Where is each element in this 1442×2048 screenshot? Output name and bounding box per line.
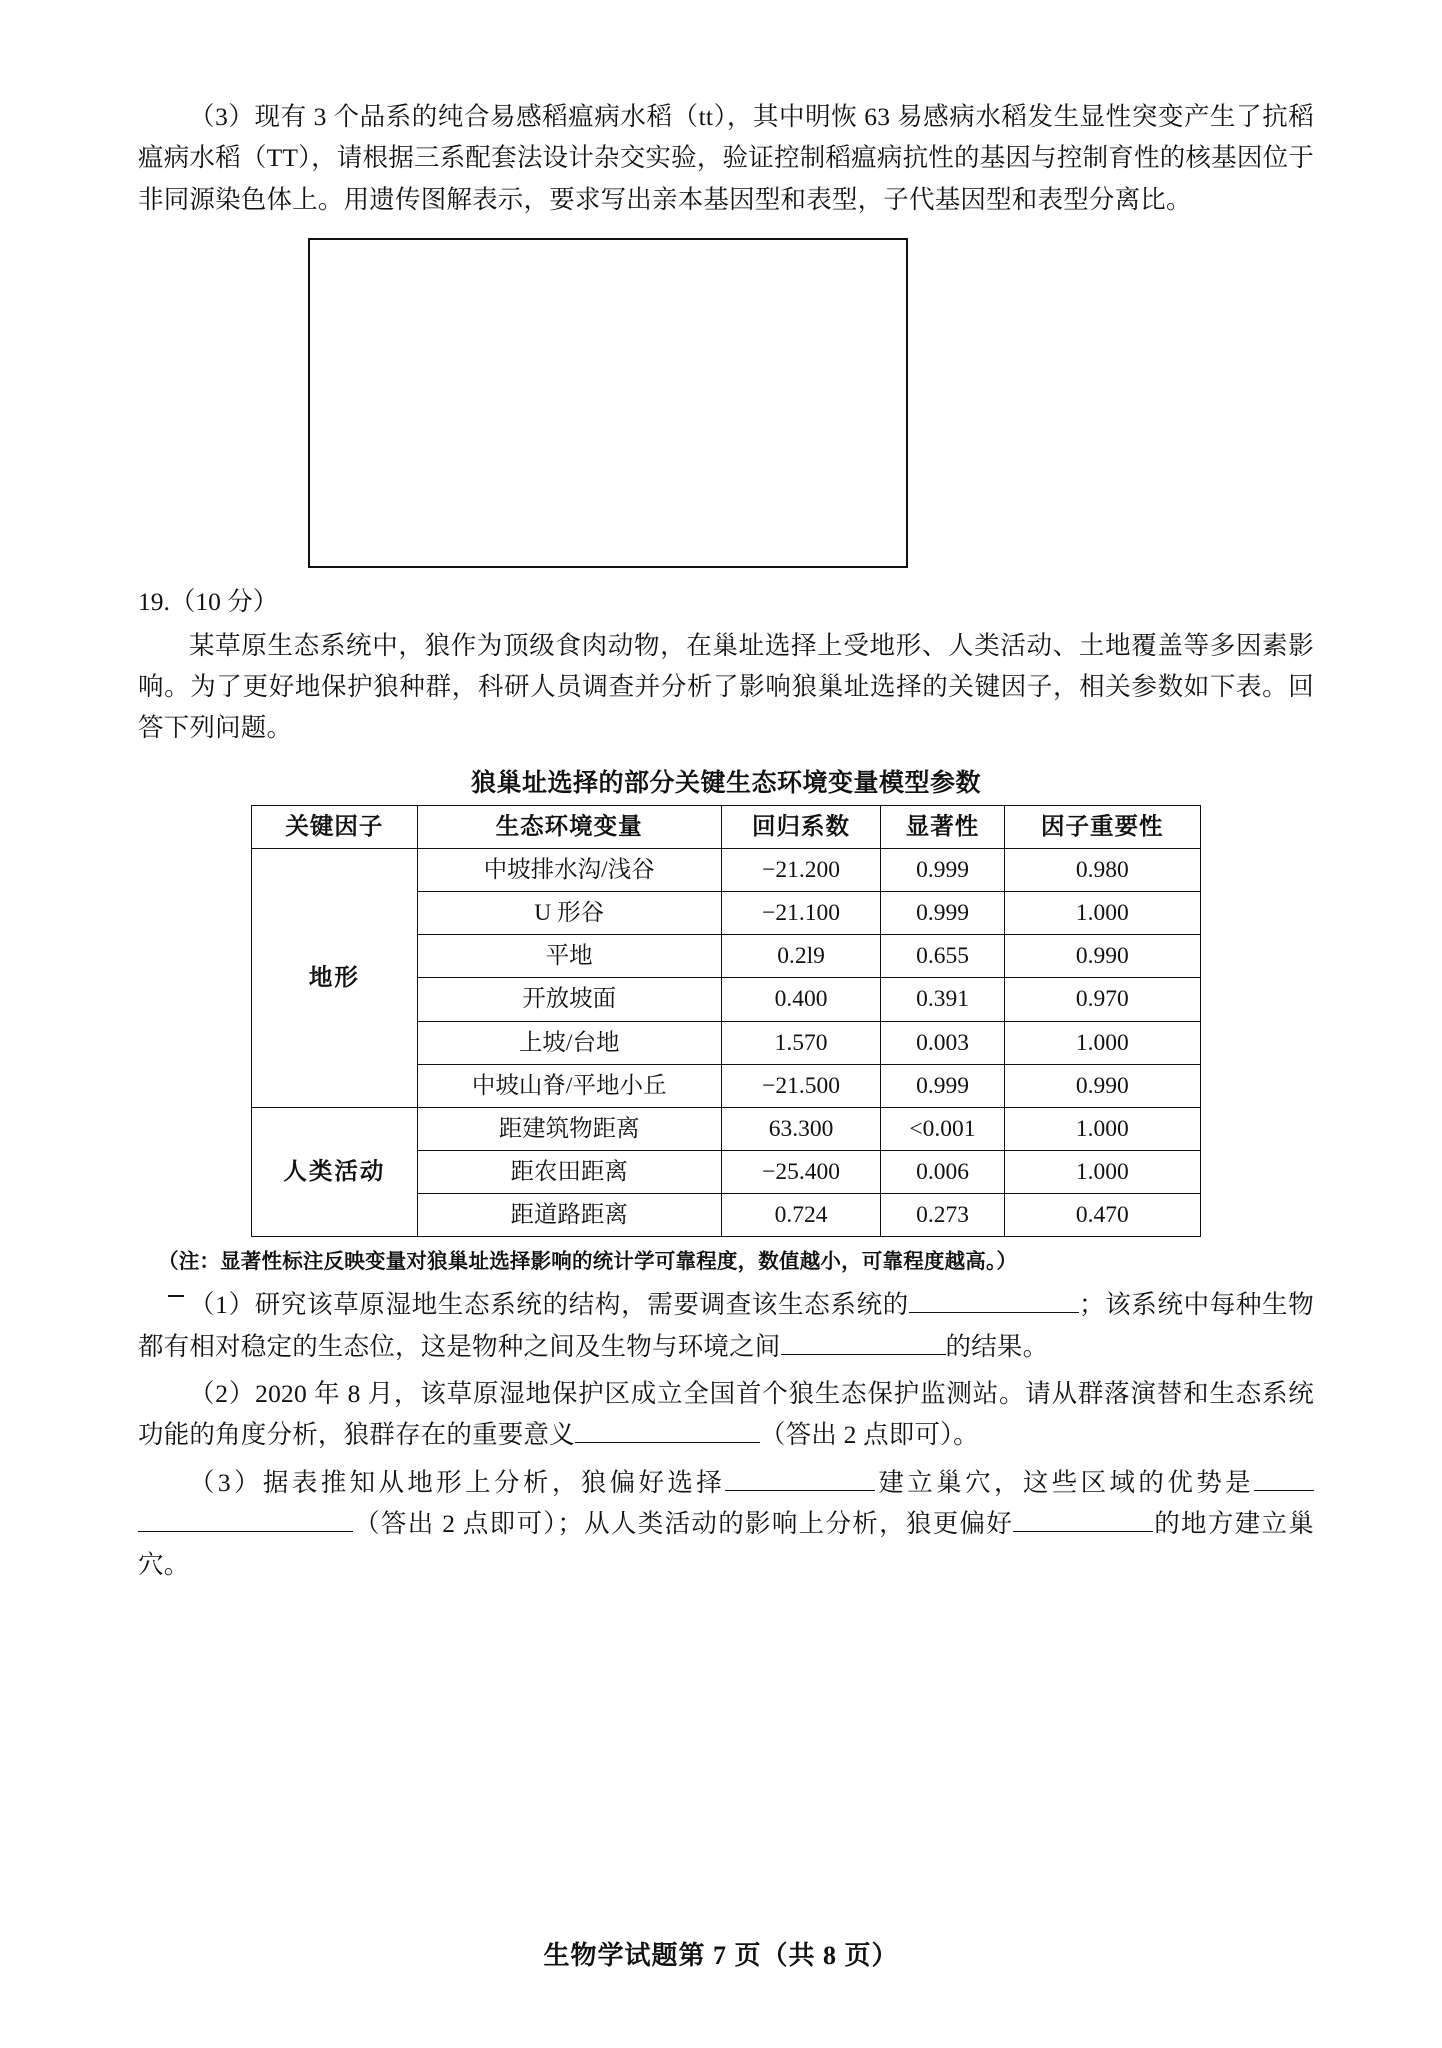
page-content — [138, 96, 1314, 1592]
col-key-factor: 关键因子 — [252, 805, 418, 848]
sub3-text-c: （答出 2 点即可）；从人类活动的影响上分析，狼更偏好 — [353, 1508, 1014, 1538]
cell-sig: 0.391 — [881, 978, 1004, 1021]
cell-coef: 1.570 — [721, 1021, 881, 1064]
cell-variable: 距道路距离 — [417, 1194, 721, 1237]
cell-coef: 63.300 — [721, 1107, 881, 1150]
cell-factor: 地形 — [252, 848, 418, 1107]
question19-sub2 — [138, 1373, 1314, 1456]
cell-coef: −21.500 — [721, 1064, 881, 1107]
answer-blank[interactable] — [781, 1354, 946, 1355]
cell-sig: 0.999 — [881, 848, 1004, 891]
col-regression-coef: 回归系数 — [721, 805, 881, 848]
cell-imp: 1.000 — [1004, 1021, 1200, 1064]
table-row — [252, 848, 1201, 891]
margin-tick — [168, 1295, 184, 1297]
cell-variable: 平地 — [417, 935, 721, 978]
cell-sig: 0.003 — [881, 1021, 1004, 1064]
answer-blank[interactable] — [138, 1531, 353, 1532]
cell-coef: 0.724 — [721, 1194, 881, 1237]
sub1-text-c: 的结果。 — [945, 1331, 1049, 1361]
answer-blank[interactable] — [575, 1442, 760, 1443]
cell-variable: 中坡山脊/平地小丘 — [417, 1064, 721, 1107]
cell-factor: 人类活动 — [252, 1107, 418, 1237]
cell-variable: 距建筑物距离 — [417, 1107, 721, 1150]
cell-imp: 0.990 — [1004, 935, 1200, 978]
col-significance: 显著性 — [881, 805, 1004, 848]
sub1-text-a: （1）研究该草原湿地生态系统的结构，需要调查该生态系统的 — [189, 1290, 909, 1320]
question19-stem: 某草原生态系统中，狼作为顶级食肉动物，在巢址选择上受地形、人类活动、土地覆盖等多因素影响。为了更好地保护狼种群，科研人员调查并分析了影响狼巢址选择的关键因子，相关参数如下表。回答下列问题。 — [138, 630, 1314, 743]
cell-variable: 上坡/台地 — [417, 1021, 721, 1064]
cell-imp: 1.000 — [1004, 891, 1200, 934]
cell-coef: −21.200 — [721, 848, 881, 891]
cell-imp: 1.000 — [1004, 1151, 1200, 1194]
cell-sig: 0.655 — [881, 935, 1004, 978]
cell-sig: 0.999 — [881, 891, 1004, 934]
sub3-text-a: （3）据表推知从地形上分析，狼偏好选择 — [189, 1467, 726, 1497]
question19-sub3 — [138, 1462, 1314, 1586]
sub2-text-a: （2）2020 年 8 月，该草原湿地保护区成立全国首个狼生态保护监测站。请从群落演替和生态系统功能的角度分析，狼群存在的重要意义 — [138, 1379, 1314, 1450]
answer-blank[interactable] — [909, 1312, 1079, 1313]
ecology-table — [251, 805, 1201, 1238]
cell-coef: 0.2l9 — [721, 935, 881, 978]
answer-blank[interactable] — [1254, 1490, 1314, 1491]
cell-imp: 0.470 — [1004, 1194, 1200, 1237]
col-importance: 因子重要性 — [1004, 805, 1200, 848]
question18-part3-text: （3）现有 3 个品系的纯合易感稻瘟病水稻（tt），其中明恢 63 易感病水稻发生显性突变产生了抗稻瘟病水稻（TT），请根据三系配套法设计杂交实验，验证控制稻瘟病抗性的基因与控制育性的核基因位于非同源染色体上。用遗传图解表示，要求写出亲本基因型和表型，子代基因型和表型分离比。 — [138, 102, 1314, 214]
cell-coef: −21.100 — [721, 891, 881, 934]
cell-imp: 1.000 — [1004, 1107, 1200, 1150]
answer-box[interactable] — [308, 238, 908, 568]
table-header-row — [252, 805, 1201, 848]
table-note: （注：显著性标注反映变量对狼巢址选择影响的统计学可靠程度，数值越小，可靠程度越高。） — [158, 1251, 1018, 1274]
question19-number: 19.（10 分） — [138, 586, 279, 616]
answer-blank[interactable] — [725, 1490, 875, 1491]
page-footer: 生物学试题第 7 页（共 8 页） — [543, 1941, 899, 1970]
cell-imp: 0.990 — [1004, 1064, 1200, 1107]
table-row — [252, 1107, 1201, 1150]
cell-coef: 0.400 — [721, 978, 881, 1021]
sub3-text-b: 建立巢穴，这些区域的优势是 — [875, 1467, 1254, 1497]
cell-imp: 0.980 — [1004, 848, 1200, 891]
cell-sig: 0.273 — [881, 1194, 1004, 1237]
table-title: 狼巢址选择的部分关键生态环境变量模型参数 — [470, 769, 981, 797]
cell-variable: 开放坡面 — [417, 978, 721, 1021]
question19-sub1 — [138, 1284, 1314, 1367]
cell-coef: −25.400 — [721, 1151, 881, 1194]
answer-blank[interactable] — [1013, 1531, 1153, 1532]
cell-variable: 中坡排水沟/浅谷 — [417, 848, 721, 891]
cell-sig: 0.006 — [881, 1151, 1004, 1194]
sub2-text-b: （答出 2 点即可）。 — [759, 1420, 979, 1450]
cell-sig: 0.999 — [881, 1064, 1004, 1107]
cell-sig: <0.001 — [881, 1107, 1004, 1150]
col-env-variable: 生态环境变量 — [417, 805, 721, 848]
cell-variable: 距农田距离 — [417, 1151, 721, 1194]
cell-imp: 0.970 — [1004, 978, 1200, 1021]
cell-variable: U 形谷 — [417, 891, 721, 934]
sub3-text-d: 的地方建立巢穴。 — [138, 1508, 1315, 1580]
sub1-text-b: ；该系统中每种生物都有相对稳定的生态位，这是物种之间及生物与环境之间 — [138, 1290, 1314, 1361]
